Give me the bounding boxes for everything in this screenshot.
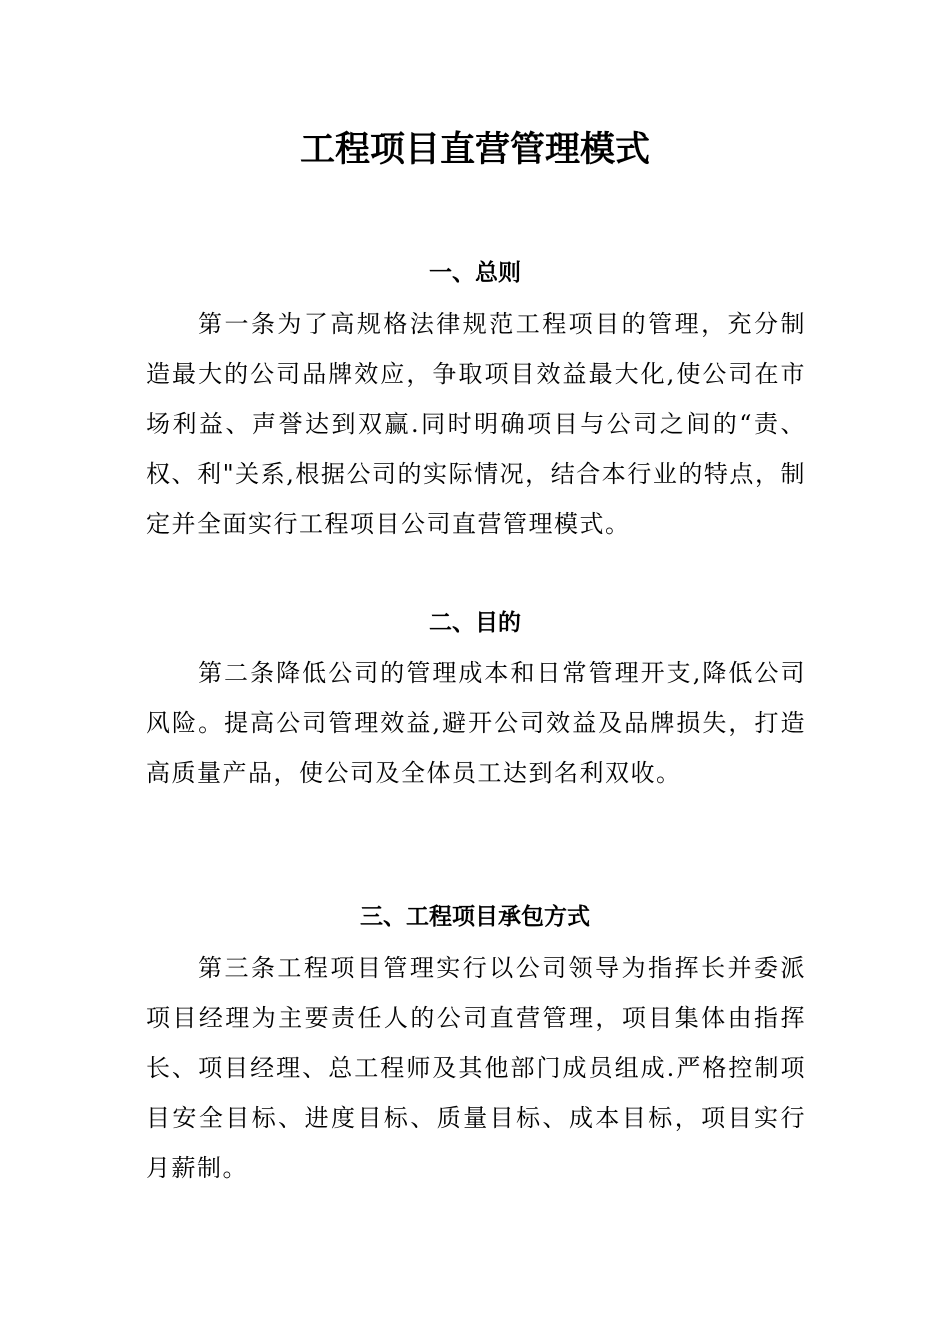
section-heading-purpose: 二、目的 [429,610,521,636]
section-paragraph-general: 第一条为了高规格法律规范工程项目的管理，充分制造最大的公司品牌效应，争取项目效益最大化,使公司在市场利益、声誉达到双赢.同时明确项目与公司之间的“责、权、利"关系,根据公司的实际情况，结合本行业的特点，制定并全面实行工程项目公司直营管理模式。 [146,310,806,538]
section-paragraph-purpose: 第二条降低公司的管理成本和日常管理开支,降低公司风险。提高公司管理效益,避开公司效益及品牌损失，打造高质量产品，使公司及全体员工达到名利双收。 [146,659,806,787]
section-heading-general: 一、总则 [429,260,521,286]
section-paragraph-contracting-method: 第三条工程项目管理实行以公司领导为指挥长并委派项目经理为主要责任人的公司直营管理，项目集体由指挥长、项目经理、总工程师及其他部门成员组成.严格控制项目安全目标、进度目标、质量目标、成本目标，项目实行月薪制。 [146,954,806,1182]
document-title: 工程项目直营管理模式 [299,130,650,170]
section-heading-contracting-method: 三、工程项目承包方式 [360,904,590,930]
